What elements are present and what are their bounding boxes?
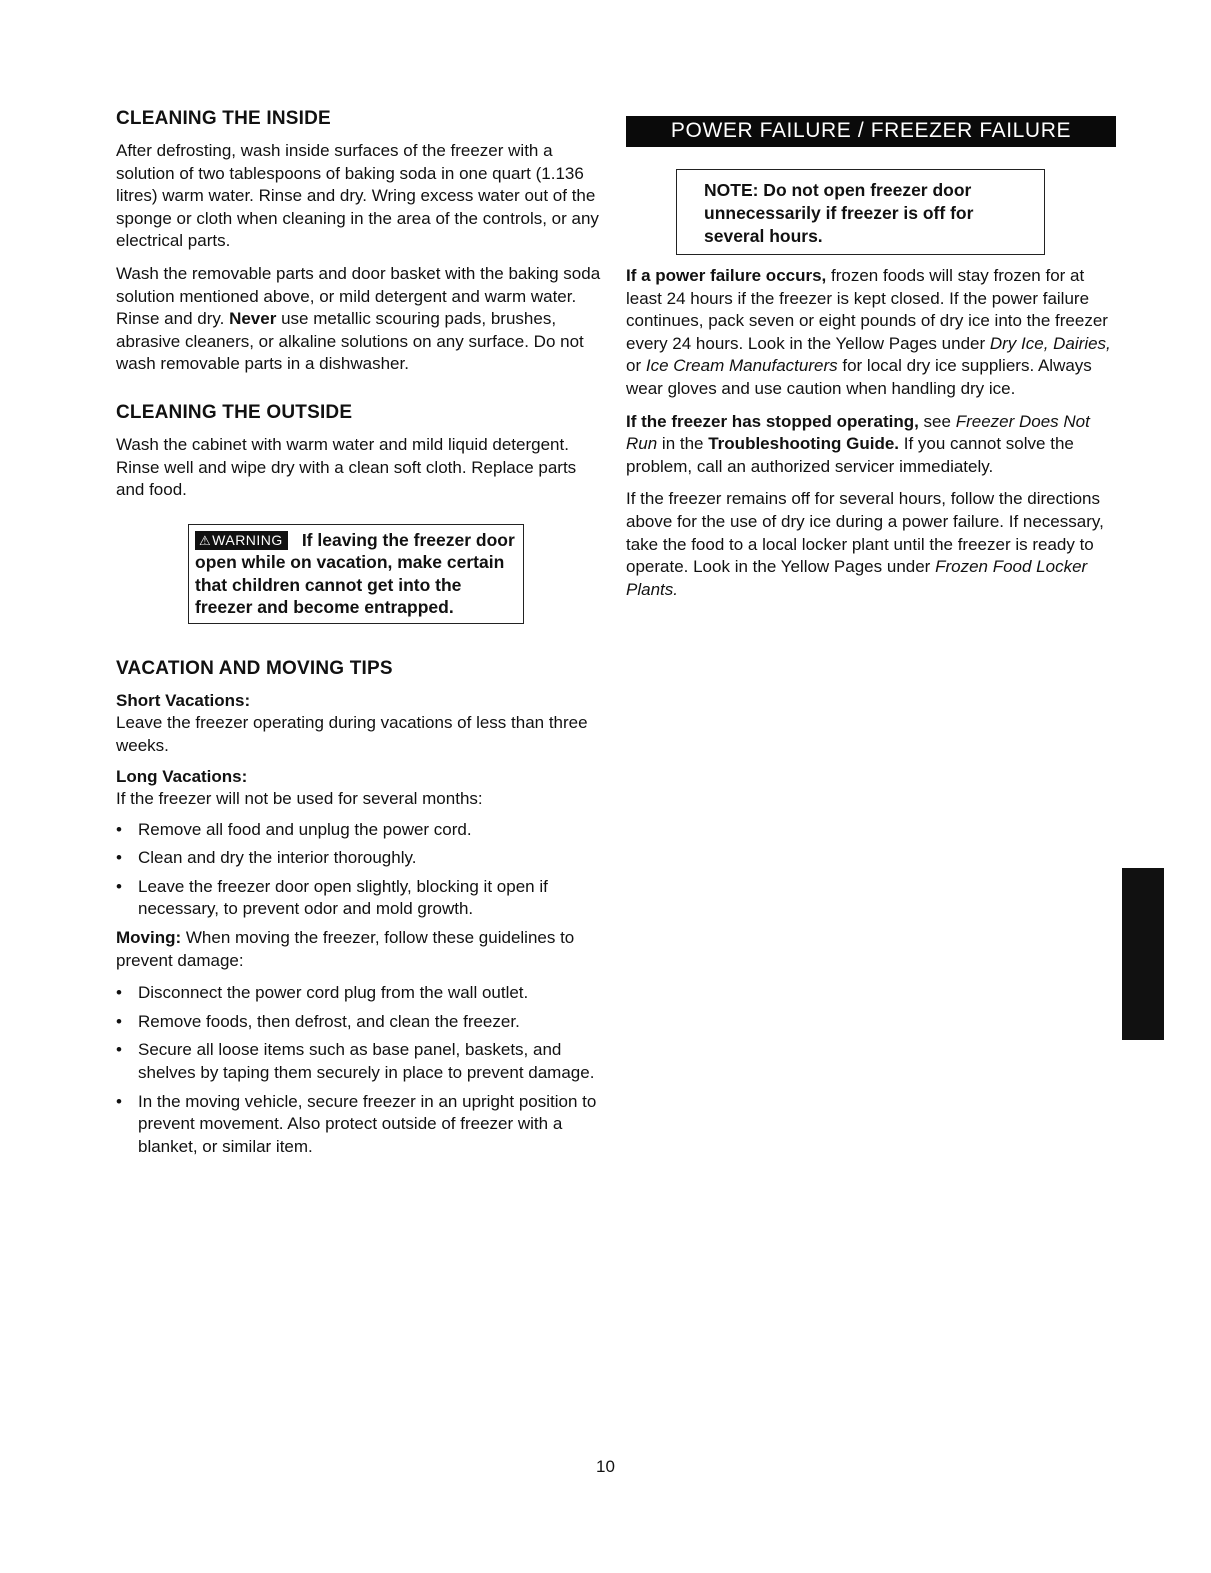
cleaning-outside-heading: CLEANING THE OUTSIDE: [116, 401, 353, 423]
left-column: [116, 108, 608, 1164]
text-run: in the: [657, 434, 709, 454]
short-vacations-text: Leave the freezer operating during vacations of less than three weeks.: [116, 713, 588, 755]
list-item: [116, 819, 608, 842]
list-item-text: Remove all food and unplug the power cord.: [138, 819, 472, 839]
text-run-bold: If the freezer has stopped operating,: [626, 411, 919, 431]
list-item-text: Remove foods, then defrost, and clean the freezer.: [138, 1011, 520, 1031]
cleaning-inside-paragraph-1: After defrosting, wash inside surfaces of the freezer with a solution of two tablespoons of baking soda in one quart (1.136 litres) warm water. Rinse and dry. Wring excess water out of the sponge or cloth when cleaning in the area of the controls, or any electrical parts.: [116, 141, 599, 251]
text-run: Wash the removable parts and door basket with the baking soda solution mentioned above, or mild detergent and warm water. Rinse and dry.: [116, 263, 601, 329]
text-run-bold: If a power failure occurs,: [626, 266, 827, 285]
list-item: [116, 1039, 608, 1084]
text-run-italic: Dry Ice, Dairies,: [989, 333, 1111, 353]
moving-title: Moving:: [116, 928, 182, 948]
long-vacations-title: Long Vacations:: [116, 766, 248, 786]
stopped-operating-paragraph: [626, 411, 1116, 479]
power-failure-paragraph: [626, 265, 1116, 401]
bullet-icon: •: [116, 1011, 122, 1031]
list-item: [116, 1091, 608, 1159]
vacation-moving-heading: VACATION AND MOVING TIPS: [116, 657, 393, 679]
text-run-bold: Never: [229, 309, 277, 329]
text-run: see: [918, 411, 956, 431]
list-item-text: Disconnect the power cord plug from the wall outlet.: [138, 983, 529, 1003]
bullet-icon: •: [116, 819, 122, 839]
text-run: If the freezer remains off for several hours, follow the directions above for the use of dry ice during a power failure. If necessary, take the food to a local locker plant until the freezer is ready to operate. Look in the Yellow Pages under: [626, 489, 1104, 577]
list-item-text: In the moving vehicle, secure freezer in an upright position to prevent movement. Also protect outside of freezer with a blanket, or similar item.: [138, 1091, 597, 1156]
warning-badge: [195, 531, 288, 550]
bullet-icon: •: [116, 983, 122, 1003]
moving-list: [116, 982, 608, 1158]
text-run: use metallic scouring pads, brushes, abrasive cleaners, or alkaline solutions on any surface. Do not wash removable parts in a dishwasher.: [116, 309, 584, 374]
section-thumb-tab: [1122, 868, 1164, 1040]
list-item: [116, 847, 608, 870]
long-vacations-text: If the freezer will not be used for several months:: [116, 789, 483, 809]
text-run: or: [626, 356, 646, 376]
power-failure-banner: POWER FAILURE / FREEZER FAILURE: [626, 116, 1116, 147]
bullet-icon: •: [116, 1091, 122, 1111]
note-box: NOTE: Do not open freezer door unnecessarily if freezer is off for several hours.: [676, 169, 1045, 255]
warning-text: If leaving the freezer door open while on vacation, make certain that children cannot get into the freezer and become entrapped.: [195, 529, 515, 618]
text-run-bold: Troubleshooting Guide.: [708, 434, 900, 454]
list-item: [116, 982, 608, 1005]
moving-paragraph: [116, 927, 608, 972]
warning-box: [188, 524, 524, 624]
short-vacations-title: Short Vacations:: [116, 690, 251, 710]
bullet-icon: •: [116, 848, 122, 868]
text-run: If you cannot solve the problem, call an authorized servicer immediately.: [626, 434, 1074, 476]
moving-text: When moving the freezer, follow these guidelines to prevent damage:: [116, 928, 575, 970]
warning-badge-label: WARNING: [212, 531, 283, 548]
list-item-text: Secure all loose items such as base panel, baskets, and shelves by taping them securely in place to prevent damage.: [138, 1040, 595, 1083]
warning-triangle-icon: ⚠: [199, 532, 212, 548]
bullet-icon: •: [116, 1040, 122, 1060]
text-run: frozen foods will stay frozen for at least 24 hours if the freezer is kept closed. If the power failure continues, pack seven or eight pounds of dry ice into the freezer every 24 hours. Look in the Yellow Pages under: [626, 266, 1108, 353]
text-run-italic: Ice Cream Manufacturers: [645, 356, 838, 376]
text-run-italic: Frozen Food Locker Plants.: [626, 557, 1088, 599]
cleaning-inside-heading: CLEANING THE INSIDE: [116, 108, 331, 129]
list-item: [116, 1011, 608, 1034]
list-item-text: Clean and dry the interior thoroughly.: [138, 848, 417, 868]
remains-off-paragraph: [626, 488, 1116, 601]
cleaning-inside-paragraph-2: [116, 263, 608, 376]
text-run-italic: Freezer Does Not Run: [626, 411, 1090, 454]
right-column: [626, 116, 1116, 611]
list-item-text: Leave the freezer door open slightly, blocking it open if necessary, to prevent odor and mold growth.: [138, 876, 548, 919]
text-run: for local dry ice suppliers. Always wear gloves and use caution when handling dry ice.: [626, 356, 1092, 398]
long-vacations-list: [116, 819, 608, 921]
list-item: [116, 876, 608, 921]
bullet-icon: •: [116, 876, 122, 896]
page-number: 10: [596, 1457, 615, 1476]
cleaning-outside-paragraph: Wash the cabinet with warm water and mild liquid detergent. Rinse well and wipe dry with a clean soft cloth. Replace parts and food.: [116, 434, 577, 500]
